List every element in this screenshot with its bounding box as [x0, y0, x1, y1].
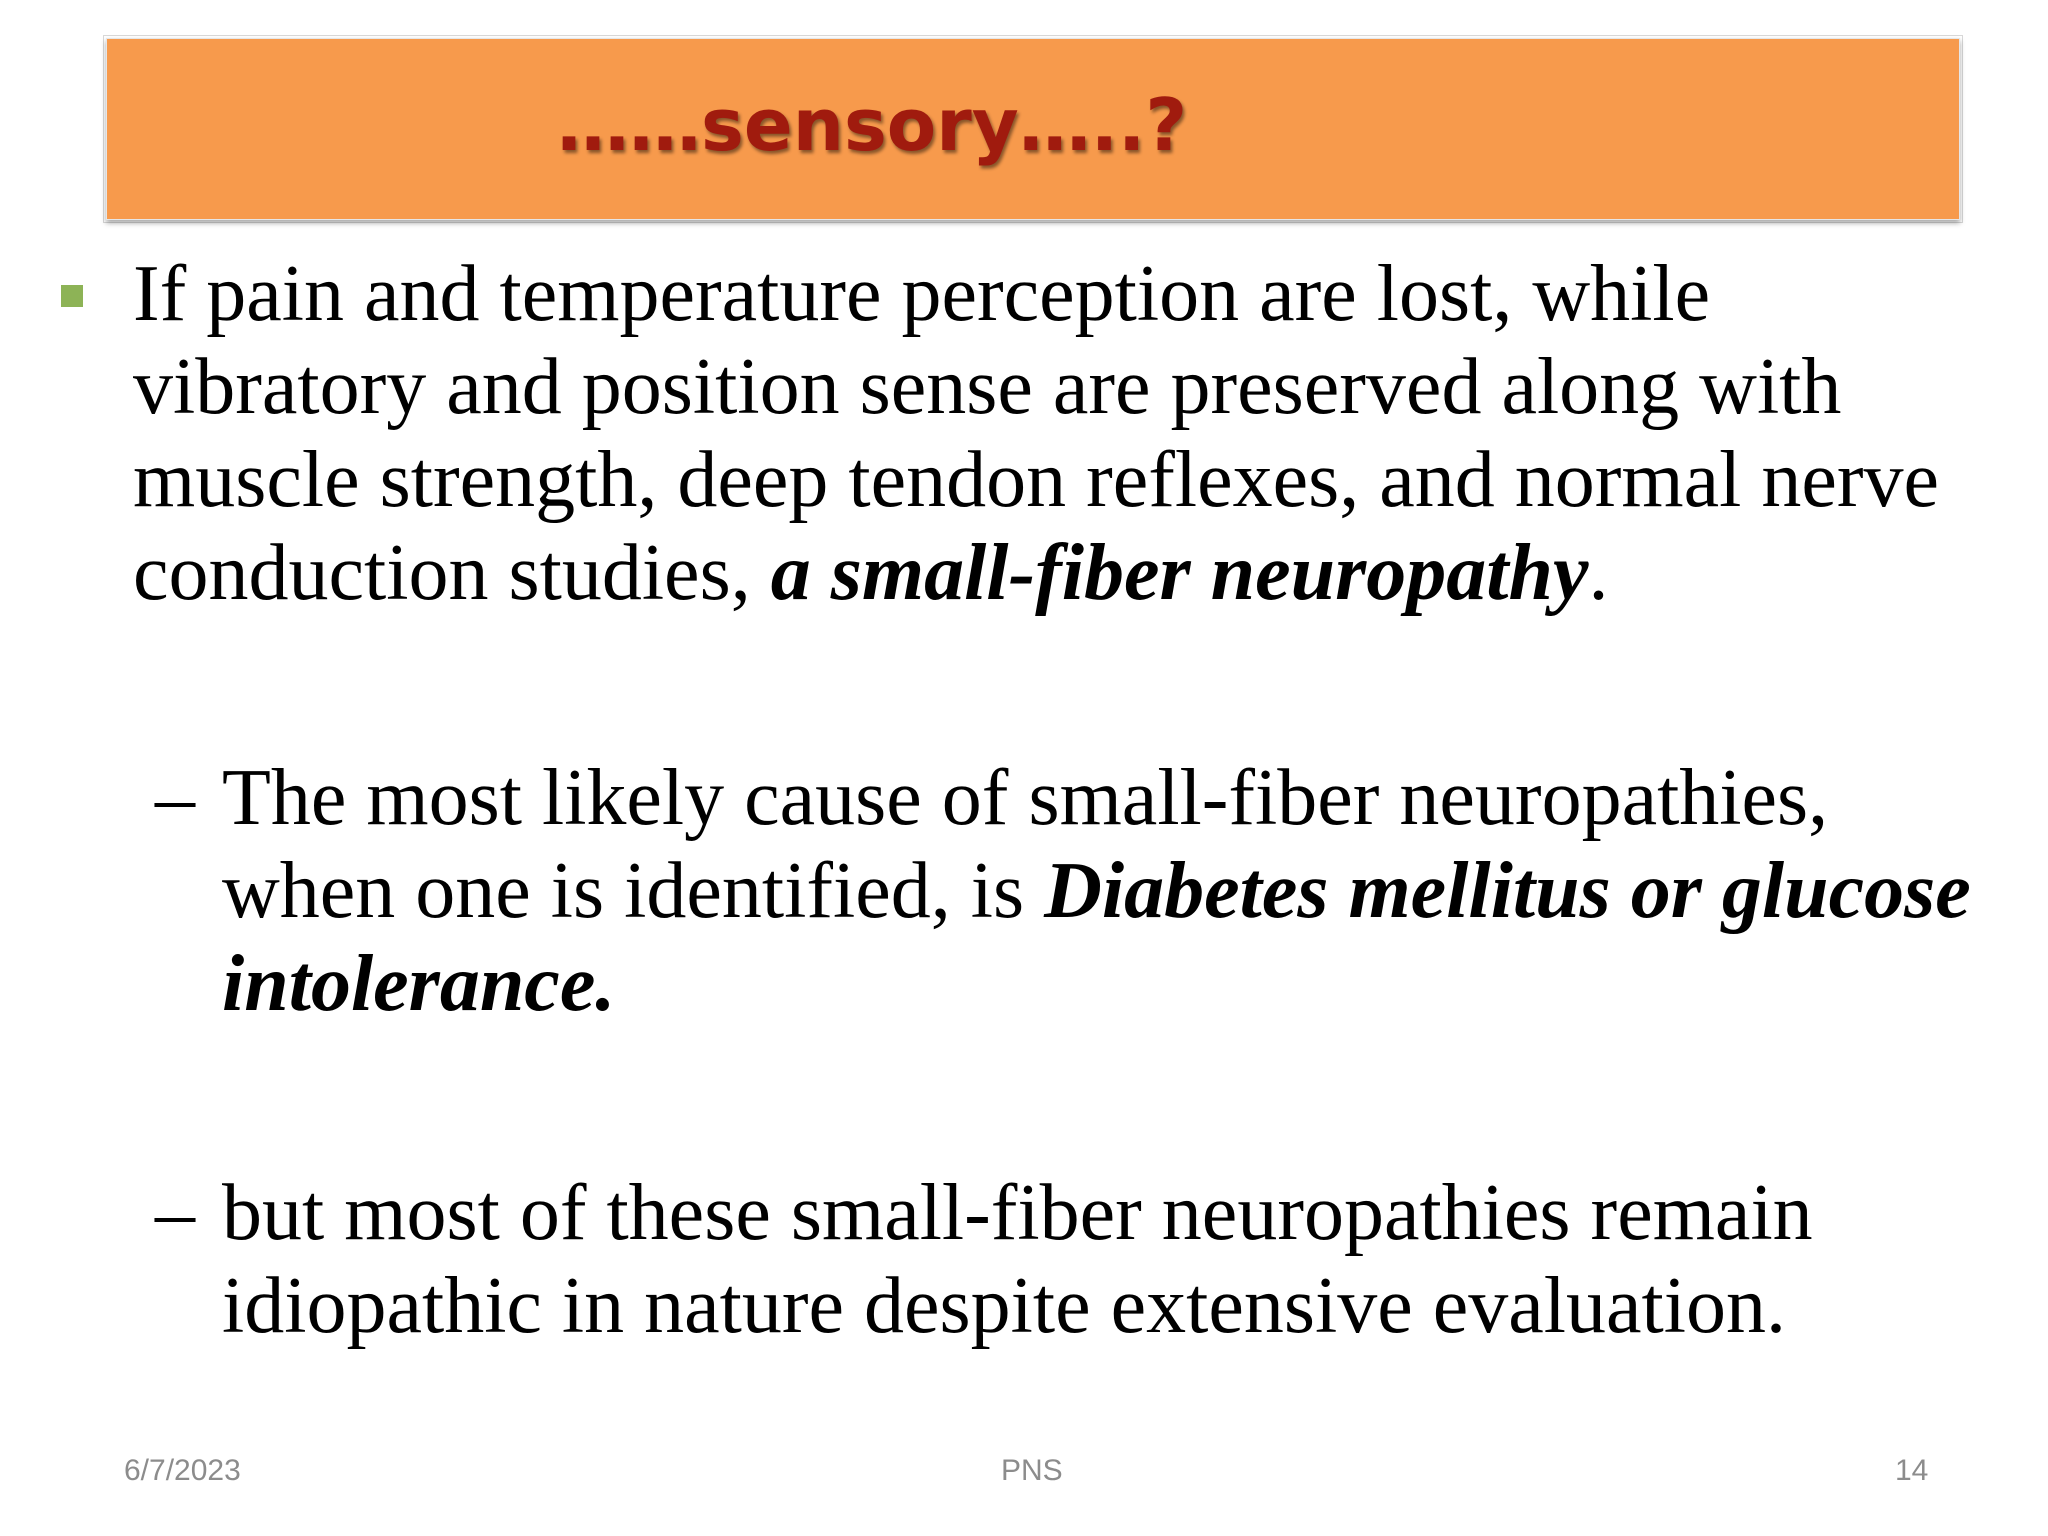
slide-title: ……sensory…..?	[557, 83, 1188, 167]
sub-item-idiopathic	[222, 1167, 2012, 1353]
main-bullet-text-start: If pain and temperature perception are lost, while vibratory and position sense are preserved along with muscle strength, deep tendon reflexes, and normal nerve conduction studies,	[133, 250, 1940, 617]
main-bullet-text	[133, 248, 2013, 620]
sub-item-idiopathic-text: but most of these small-fiber neuropathies remain idiopathic in nature despite extensive evaluation.	[222, 1169, 1813, 1350]
main-bullet-emphasis: a small-fiber neuropathy	[770, 529, 1589, 617]
main-bullet-text-end: .	[1588, 529, 1609, 617]
sub-item-cause-emphasis: Diabetes mellitus or glucose intolerance.	[222, 847, 1971, 1028]
square-bullet-icon	[61, 285, 83, 307]
slide-title-bar	[106, 38, 1960, 220]
sub-item-dash: –	[155, 1169, 195, 1257]
sub-item-cause	[222, 752, 2012, 1031]
footer-date: 6/7/2023	[124, 1454, 241, 1487]
sub-item-cause-text: The most likely cause of small-fiber neuropathies, when one is identified, is	[222, 754, 1829, 935]
footer-page-number: 14	[1895, 1454, 1929, 1487]
sub-item-dash: –	[155, 754, 195, 842]
footer-center-label: PNS	[1001, 1454, 1063, 1487]
